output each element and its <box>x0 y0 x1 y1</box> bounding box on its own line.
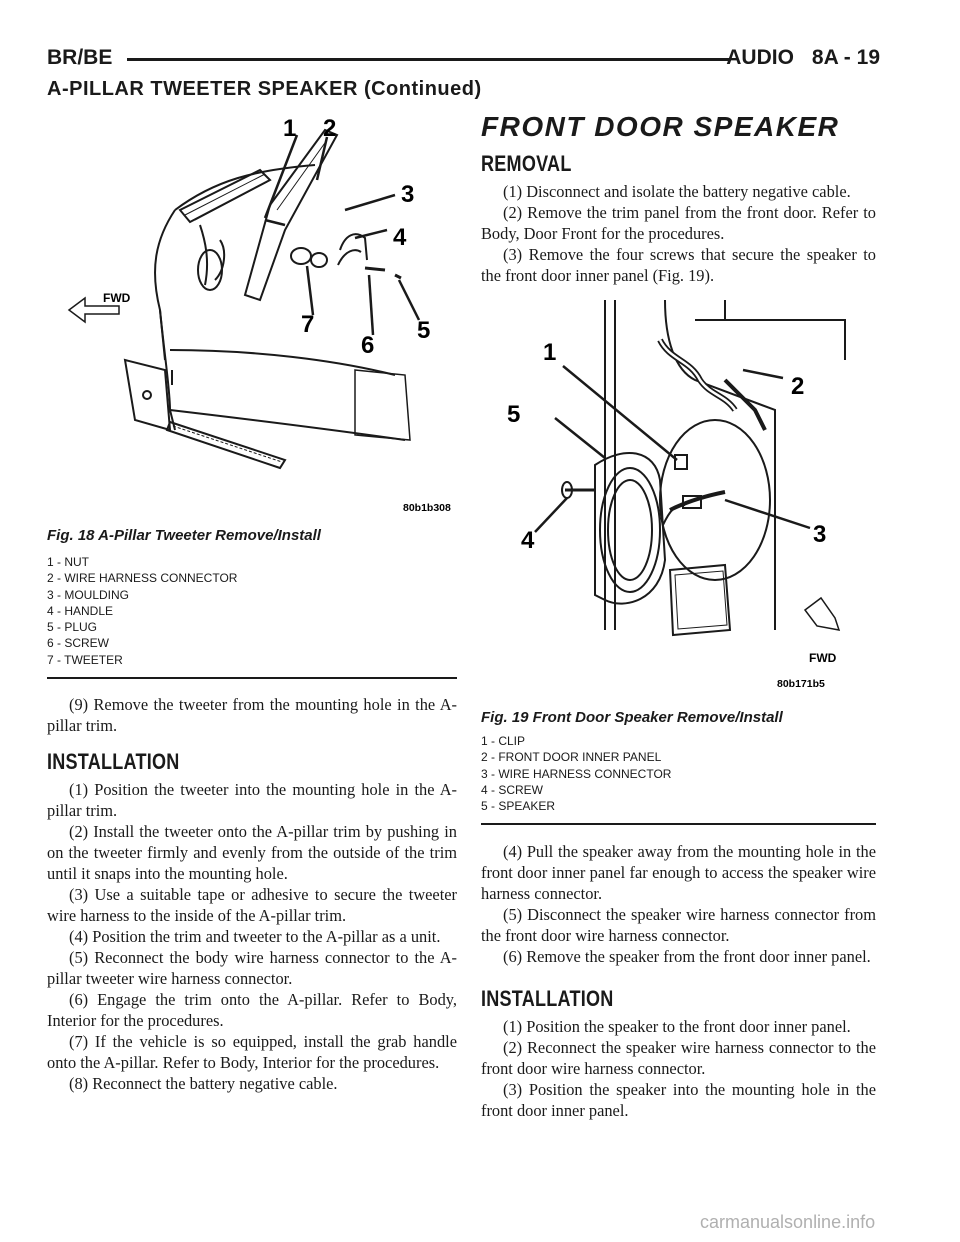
fig19-callout-3: 3 <box>813 521 827 548</box>
step9-paragraph <box>47 694 457 736</box>
fig19-callout-2: 2 <box>791 373 805 400</box>
fig18-legend-item: 4 - HANDLE <box>47 603 114 618</box>
fig19-illustration <box>495 300 875 695</box>
removal-step: (4) Pull the speaker away from the mounting hole in the front door inner panel far enough to access the speaker wire harness connector. <box>481 842 876 903</box>
fig18-legend-item: 5 - PLUG <box>47 620 98 635</box>
removal-step: (6) Remove the speaker from the front door inner panel. <box>503 947 871 966</box>
installation-step: (5) Reconnect the body wire harness connector to the A-pillar tweeter wire harness connector. <box>47 948 457 988</box>
fig19-rule <box>481 823 876 825</box>
installation-step: (8) Reconnect the battery negative cable. <box>69 1074 338 1093</box>
removal-step: (5) Disconnect the speaker wire harness connector from the front door wire harness connector. <box>481 905 876 945</box>
fig18-legend-item: 3 - MOULDING <box>47 587 130 602</box>
fig19-legend-item: 2 - FRONT DOOR INNER PANEL <box>481 750 662 765</box>
installation-title-left: INSTALLATION <box>47 749 180 774</box>
fig18-legend-item: 6 - SCREW <box>47 636 110 651</box>
fig18-legend <box>47 554 237 668</box>
fig19-legend-item: 5 - SPEAKER <box>481 799 556 814</box>
removal-step: (2) Remove the trim panel from the front door. Refer to Body, Door Front for the procedures. <box>481 203 876 243</box>
fig18-legend-item: 7 - TWEETER <box>47 652 123 667</box>
fig18-code: 80b1b308 <box>403 502 451 514</box>
installation-step: (3) Use a suitable tape or adhesive to secure the tweeter wire harness to the inside of the A-pillar trim. <box>47 885 457 925</box>
step9-text: (9) Remove the tweeter from the mounting hole in the A-pillar trim. <box>47 695 457 735</box>
fig19-legend <box>481 733 671 814</box>
watermark: carmanualsonline.info <box>700 1212 876 1232</box>
installation-steps-right <box>481 1016 876 1121</box>
installation-step: (4) Position the trim and tweeter to the A-pillar as a unit. <box>69 927 441 946</box>
fig18-illustration <box>55 110 455 520</box>
fig18-callout-5: 5 <box>417 317 431 344</box>
continued-title: A-PILLAR TWEETER SPEAKER (Continued) <box>47 78 482 100</box>
installation-step: (6) Engage the trim onto the A-pillar. Refer to Body, Interior for the procedures. <box>47 990 457 1030</box>
installation-step: (7) If the vehicle is so equipped, install the grab handle onto the A-pillar. Refer to Body, Interior for the procedures. <box>47 1032 457 1072</box>
installation-step: (2) Install the tweeter onto the A-pillar trim by pushing in on the tweeter firmly and evenly from the outside of the trim until it snaps into the mounting hole. <box>47 822 457 883</box>
fig18-callout-7: 7 <box>301 311 315 338</box>
installation-step: (1) Position the speaker to the front door inner panel. <box>503 1017 851 1036</box>
fig19-legend-item: 1 - CLIP <box>481 734 526 748</box>
fig19-fwd-label: FWD <box>809 651 837 665</box>
fig19-legend-item: 3 - WIRE HARNESS CONNECTOR <box>481 766 672 781</box>
fig18-callout-6: 6 <box>361 332 375 359</box>
section-title-front-door-speaker: FRONT DOOR SPEAKER <box>481 111 840 142</box>
fig19-code: 80b171b5 <box>777 678 825 690</box>
installation-title-right: INSTALLATION <box>481 986 614 1011</box>
header-rule <box>127 58 731 61</box>
fig18-callout-4: 4 <box>393 224 407 251</box>
fig18-callout-3: 3 <box>401 181 415 208</box>
fig19-legend-item: 4 - SCREW <box>481 782 544 797</box>
fig19-callout-4: 4 <box>521 527 535 554</box>
removal-step: (3) Remove the four screws that secure the speaker to the front door inner panel (Fig. 19). <box>481 245 876 285</box>
fig18-callout-2: 2 <box>323 115 337 142</box>
header-model: BR/BE <box>47 46 113 69</box>
fig18-legend-item: 1 - NUT <box>47 555 89 569</box>
fig19-callout-1: 1 <box>543 339 557 366</box>
installation-step: (3) Position the speaker into the mounting hole in the front door inner panel. <box>481 1080 876 1120</box>
fig18-fwd-label: FWD <box>103 291 131 305</box>
header-right <box>726 46 880 70</box>
removal-steps-continued <box>481 841 876 967</box>
removal-step: (1) Disconnect and isolate the battery negative cable. <box>503 182 851 201</box>
removal-title: REMOVAL <box>481 151 572 176</box>
header-section: AUDIO <box>726 46 794 69</box>
installation-step: (2) Reconnect the speaker wire harness connector to the front door wire harness connector. <box>481 1038 876 1078</box>
removal-steps <box>481 181 876 286</box>
fig19-callout-5: 5 <box>507 401 521 428</box>
header-page-number: 8A - 19 <box>811 46 880 69</box>
fig18-caption: Fig. 18 A-Pillar Tweeter Remove/Install <box>47 527 321 544</box>
fig19-caption: Fig. 19 Front Door Speaker Remove/Install <box>481 709 783 726</box>
fig18-rule <box>47 677 457 679</box>
installation-step: (1) Position the tweeter into the mounting hole in the A-pillar trim. <box>47 780 457 820</box>
installation-steps-left <box>47 779 457 1094</box>
fig18-callout-1: 1 <box>283 115 297 142</box>
fig18-legend-item: 2 - WIRE HARNESS CONNECTOR <box>47 571 238 586</box>
